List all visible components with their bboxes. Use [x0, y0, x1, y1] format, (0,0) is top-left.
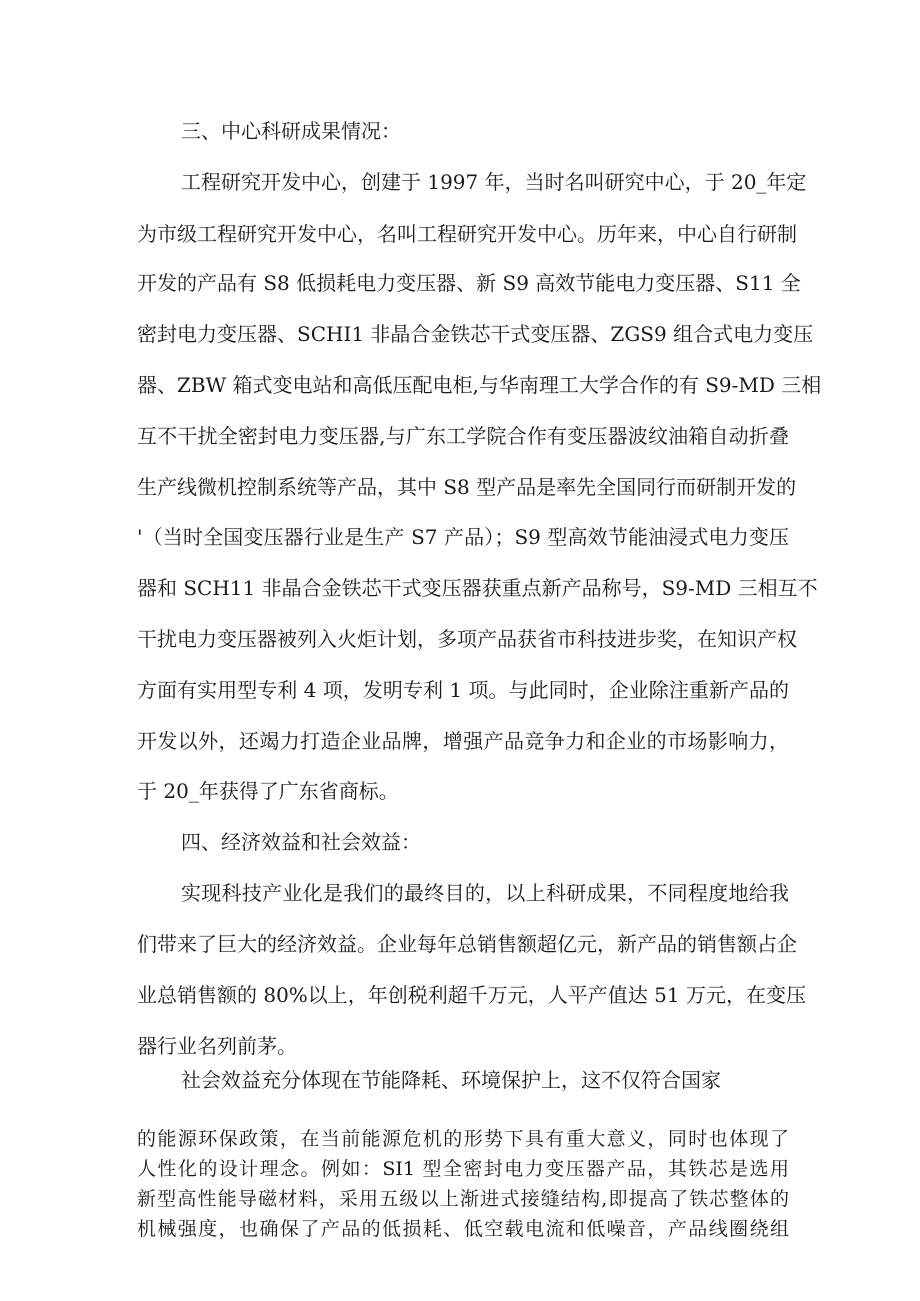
social-benefit-line: 的能源环保政策，在当前能源危机的形势下具有重大意义，同时也体现了	[137, 1128, 789, 1150]
section-4-line: 业总销售额的 80%以上，年创税利超千万元，人平产值达 51 万元，在变压	[137, 983, 806, 1007]
social-benefit-line: 机械强度，也确保了产品的低损耗、低空载电流和低噪音，产品线圈绕组	[137, 1218, 789, 1240]
section-3-line: 生产线微机控制系统等产品，其中 S8 型产品是率先全国同行而研制开发的	[137, 475, 797, 499]
social-benefit-first-line: 社会效益充分体现在节能降耗、环境保护上，这不仅符合国家	[181, 1068, 721, 1092]
section-3-line: 器和 SCH11 非晶合金铁芯干式变压器获重点新产品称号，S9-MD 三相互不	[137, 576, 818, 600]
section-3-line: 开发以外，还竭力打造企业品牌，增强产品竞争力和企业的市场影响力，	[137, 729, 789, 753]
section-3-line: 密封电力变压器、SCHI1 非晶合金铁芯干式变压器、ZGS9 组合式电力变压	[137, 322, 814, 346]
section-3-line: 互不干扰全密封电力变压器,与广东工学院合作有变压器波纹油箱自动折叠	[137, 424, 789, 448]
section-3-line: 器、ZBW 箱式变电站和高低压配电柜,与华南理工大学合作的有 S9-MD 三相	[137, 373, 822, 397]
section-3-line: 开发的产品有 S8 低损耗电力变压器、新 S9 高效节能电力变压器、S11 全	[137, 271, 801, 295]
section-4-line: 实现科技产业化是我们的最终目的，以上科研成果，不同程度地给我	[181, 881, 789, 905]
section-3-line: 干扰电力变压器被列入火炬计划，多项产品获省市科技进步奖，在知识产权	[137, 627, 797, 651]
section-4-line: 器行业名列前茅。	[137, 1034, 297, 1058]
section-4-heading: 四、经济效益和社会效益：	[181, 830, 421, 854]
section-3-heading: 三、中心科研成果情况：	[181, 119, 401, 143]
section-3-line: 工程研究开发中心，创建于 1997 年，当时名叫研究中心，于 20_年定	[181, 170, 807, 194]
section-3-line: 为市级工程研究开发中心，名叫工程研究开发中心。历年来，中心自行研制	[137, 222, 797, 246]
section-3-line: 方面有实用型专利 4 项，发明专利 1 项。与此同时，企业除注重新产品的	[137, 678, 789, 702]
social-benefit-line: 人性化的设计理念。例如：SI1 型全密封电力变压器产品，其铁芯是选用	[137, 1158, 789, 1180]
social-benefit-line: 新型高性能导磁材料，采用五级以上渐进式接缝结构,即提高了铁芯整体的	[137, 1188, 789, 1210]
section-3-line: 于 20_年获得了广东省商标。	[137, 779, 399, 803]
section-4-line: 们带来了巨大的经济效益。企业每年总销售额超亿元，新产品的销售额占企	[137, 932, 797, 956]
section-3-line: '（当时全国变压器行业是生产 S7 产品）；S9 型高效节能油浸式电力变压	[137, 525, 789, 549]
